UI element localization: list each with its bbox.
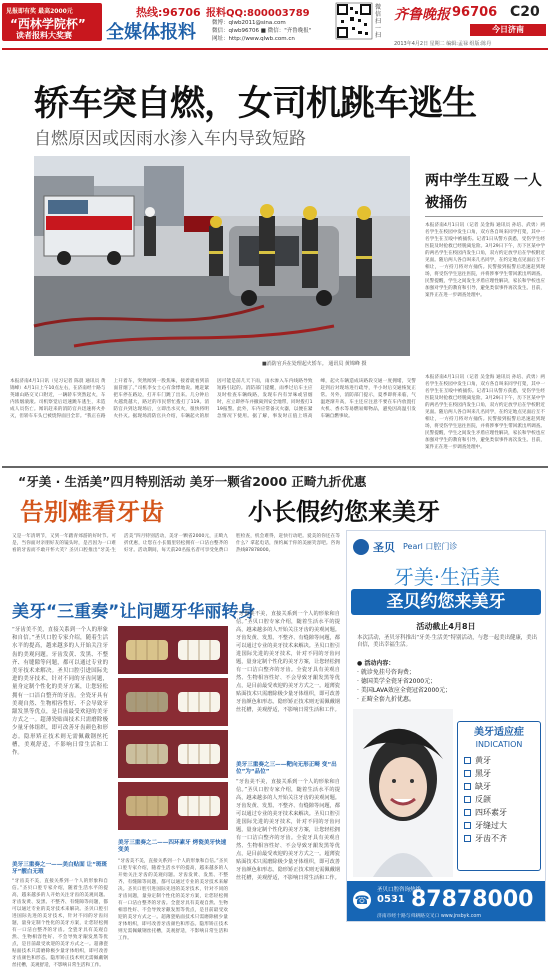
sidebar-title: 两中学生互殴 一人被捅伤 [425, 173, 542, 211]
panel-item-3: · 德国美学全瓷牙省2000元； [357, 678, 437, 685]
ad-intro: 又是一年清明节，又到一年踏青郊游的好时节。可是，当你面对亲朋好友的镜头时，是否因为一口难看的牙齿而不敢开怀大笑？圣贝口腔推出“牙美·生活美”四月特别活动，美牙一颗省2000元，正畸九折优惠，让您在小长假里轻松拥有一口洁白整齐的好牙。活动期间，每天前20名报名者可享受免费口腔检查，机会难得，赶快行动吧。爱美的你还在等什么？拿起电话，预约属于你的美丽笑容吧。咨询热线87878000。 [12, 534, 340, 553]
checkbox-icon [464, 783, 471, 790]
case-caption-2: 美牙三重奏之二——四环素牙 烤瓷美牙快速变美 [118, 840, 227, 853]
qr-code [336, 3, 372, 39]
panel-text: 本次活动，圣贝牙科推出“牙美·生活美”特别活动，与您一起美出健康，美出自信，美出幸福生活。 [357, 635, 537, 649]
clinic-address: 济南市经十路与舜耕路交叉口 www.jnsbyk.com [377, 914, 482, 919]
indication-label: 四环素牙 [475, 808, 507, 817]
hotline-label: 热线:96706 [136, 6, 201, 19]
panel-item-5: · 正畸全套九折优惠。 [357, 696, 415, 703]
indication-label: 牙缝过大 [475, 821, 507, 830]
phone-bar [347, 881, 545, 921]
promo-panel [346, 530, 546, 922]
page-number: C20 [510, 4, 540, 20]
fire-photo [34, 156, 410, 356]
ad-body-left: “牙齿美不美，直接关系到一个人的形象和自信。”圣贝口腔专家介绍，随着生活水平的提高，越来越多的人开始关注牙齿的美观问题。牙齿发黄、发黑、不整齐、有缝隙等问题，都可以通过专业的美牙技术来解决。圣贝口腔引进国际先进的美牙技术，针对不同的牙齿问题，量身定制个性化的美牙方案，让您轻松拥有一口洁白整齐的牙齿。全瓷牙具有美观自然、生物相容性好、不会导致牙龈发黑等优点，是目前最受欢迎的美牙方式之一。超薄瓷贴面技术只需磨除极少量牙体组织，即可改善牙齿颜色和形态。隐形矫正技术则无需佩戴钢丝托槽，美观舒适，不影响日常生活和工作。 [12, 627, 108, 757]
indication-item [464, 806, 534, 819]
indication-label: 黑牙 [475, 769, 491, 778]
indication-label: 牙齿不齐 [475, 834, 507, 843]
ad-body-mid-tail: “牙齿美不美，直接关系到一个人的形象和自信。”圣贝口腔专家介绍，随着生活水平的提高，越来越多的人开始关注牙齿的美观问题。牙齿发黄、发黑、不整齐、有缝隙等问题，都可以通过专业的美牙技术来解决。圣贝口腔引进国际先进的美牙技术，针对不同的牙齿问题，量身定制个性化的美牙方案，让您轻松拥有一口洁白整齐的牙齿。全瓷牙具有美观自然、生物相容性好、不会导致牙龈发黑等优点，是目前最受欢迎的美牙方式之一。超薄瓷贴面技术只需磨除极少量牙体组织，即可改善牙齿颜色和形态。隐形矫正技术则无需佩戴钢丝托槽，美观舒适，不影响日常生活和工作。 [118, 859, 228, 941]
ad-body-right-tail: “牙齿美不美，直接关系到一个人的形象和自信。”圣贝口腔专家介绍，随着生活水平的提高，越来越多的人开始关注牙齿的美观问题。牙齿发黄、发黑、不整齐、有缝隙等问题，都可以通过专业的美牙技术来解决。圣贝口腔引进国际先进的美牙技术，针对不同的牙齿问题，量身定制个性化的美牙方案，让您轻松拥有一口洁白整齐的牙齿。全瓷牙具有美观自然、生物相容性好、不会导致牙龈发黑等优点，是目前最受欢迎的美牙方式之一。超薄瓷贴面技术只需磨除极少量牙体组织，即可改善牙齿颜色和形态。隐形矫正技术则无需佩戴钢丝托槽，美观舒适，不影响日常生活和工作。 [236, 779, 340, 881]
article-subheadline: 自燃原因或因雨水渗入车内导致短路 [34, 129, 306, 149]
panel-items [357, 659, 541, 704]
checkbox-icon [464, 757, 471, 764]
indication-title: 美牙适应症 [474, 727, 524, 738]
indication-item [464, 780, 534, 793]
indication-box [457, 721, 541, 871]
section-bar [470, 24, 546, 36]
panel-deadline: 活动截止4月8日 [416, 622, 476, 631]
indication-item [464, 793, 534, 806]
ad-section-title: 美牙“三重奏”让问题牙华丽转身 [12, 602, 256, 622]
panel-banner-bg [351, 589, 541, 615]
indication-label: 反颌 [475, 795, 491, 804]
indication-item [464, 832, 534, 845]
panel-item-1: ● 活动内容： [357, 660, 395, 667]
web-line: 网址：http://www.qlwb.com.cn [212, 36, 295, 42]
case-caption-3: 美牙三重奏之三——靶向无形正畸 变“出位”为“品位” [236, 762, 337, 775]
teeth-photos [118, 626, 228, 832]
section-label: 今日济南 [492, 25, 524, 34]
brand-name: 圣贝 [373, 541, 395, 554]
phone-number: 87878000 [411, 887, 534, 912]
sidebar-rule [425, 216, 543, 217]
checkbox-icon [464, 809, 471, 816]
article-body-right: 本报济南4月1日讯（记者 吴金海 通讯员 孙培、武勇）两名学生在校园中发生口角，双方各自叫来同学打架，其中一名学生在互殴中被捅伤。记者1日从警方获悉，受伤学生经医院及时抢救已经脱离危险。3月29日下午，历下区某中学的两名学生在校园内发生口角，双方约定放学后在学校附近见面。随后两人各自叫来几名同学，在约定地点见面后互不相让，一方持刀将对方捅伤。民警接到报警后迅速赶到现场，将受伤学生送往医院，并将涉事学生带回派出所调查。民警提醒，学生之间发生矛盾应理性解决，家长和学校也应加强对学生的教育和引导，避免类似事件再次发生。目前，案件正在进一步调查处理中。 [425, 375, 545, 450]
panel-banner: 圣贝约您来美牙 [386, 592, 506, 612]
checkbox-icon [464, 770, 471, 777]
brand-sub: Pearl 口腔门诊 [403, 542, 458, 551]
qq-label: 报料QQ:800003789 [206, 8, 310, 19]
checkbox-icon [464, 796, 471, 803]
panel-item-2: · 就诊免挂号咨询费； [357, 669, 415, 676]
ad-kicker: “牙美 · 生活美”四月特别活动 美牙一颗省2000 正畸九折优惠 [18, 474, 367, 489]
qr-caption: 微信扫一扫 [375, 4, 382, 39]
sidebar-body: 本报济南4月1日讯（记者 吴金海 通讯员 孙培、武勇）两名学生在校园中发生口角，双方各自叫来同学打架，其中一名学生在互殴中被捅伤。记者1日从警方获悉，受伤学生经医院及时抢救已经脱离危险。3月29日下午，历下区某中学的两名学生在校园内发生口角，双方约定放学后在学校附近见面。随后两人各自叫来几名同学，在约定地点见面后互不相让，一方持刀将对方捅伤。民警接到报警后迅速赶到现场，将受伤学生送往医院，并将涉事学生带回派出所调查。民警提醒，学生之间发生矛盾应理性解决，家长和学校也应加强对学生的教育和引导，避免类似事件再次发生。目前，案件正在进一步调查处理中。 [425, 223, 545, 298]
school-sub: 读者报料大奖赛 [16, 31, 72, 40]
photo-caption: ■消防官兵在处理起火轿车。 通讯员 黄锦峰 摄 [262, 361, 367, 367]
phone-icon: ☎ [354, 893, 370, 907]
panel-title: 牙美·生活美 [393, 565, 501, 589]
case-caption-1: 美牙三重奏之一——美白贴面 让“斑斑牙”靓白无瑕 [12, 862, 108, 875]
checkbox-icon [464, 835, 471, 842]
phone-area: 0531 [377, 894, 405, 905]
ad-headline-right: 小长假约您来美牙 [248, 498, 440, 526]
indication-item [464, 754, 534, 767]
indication-label: 缺牙 [475, 782, 491, 791]
header-ad-school [2, 3, 102, 41]
article-headline: 轿车突自燃，女司机跳车逃生 [34, 84, 477, 124]
phone-label: 圣贝口腔咨询热线 [377, 887, 422, 893]
date-line: 2013年4月2日 星期二 编辑:孟禄 组版:陈丹 [394, 41, 492, 47]
section-divider [2, 466, 548, 468]
media-label: 全媒体报料 [106, 22, 196, 43]
indication-en: INDICATION [475, 740, 523, 749]
ad-body-left-tail: “牙齿美不美，直接关系到一个人的形象和自信。”圣贝口腔专家介绍，随着生活水平的提高，越来越多的人开始关注牙齿的美观问题。牙齿发黄、发黑、不整齐、有缝隙等问题，都可以通过专业的美牙技术来解决。圣贝口腔引进国际先进的美牙技术，针对不同的牙齿问题，量身定制个性化的美牙方案，让您轻松拥有一口洁白整齐的牙齿。全瓷牙具有美观自然、生物相容性好、不会导致牙龈发黑等优点，是目前最受欢迎的美牙方式之一。超薄瓷贴面技术只需磨除极少量牙体组织，即可改善牙齿颜色和形态。隐形矫正技术则无需佩戴钢丝托槽，美观舒适，不影响日常生活和工作。 [12, 879, 108, 968]
weibo-line: 微博：qlwb2011@sina.com [212, 20, 286, 26]
panel-item-4: · 美国LAVA效应全瓷冠省2000元； [357, 687, 452, 694]
checkbox-icon [464, 822, 471, 829]
indication-label: 黄牙 [475, 756, 491, 765]
header-rule [2, 48, 548, 50]
school-name: “西林学院杯” [10, 17, 86, 31]
smiling-woman-photo [353, 709, 453, 877]
ad-body-right: “牙齿美不美，直接关系到一个人的形象和自信。”圣贝口腔专家介绍，随着生活水平的提高，越来越多的人开始关注牙齿的美观问题。牙齿发黄、发黑、不整齐、有缝隙等问题，都可以通过专业的美牙技术来解决。圣贝口腔引进国际先进的美牙技术，针对不同的牙齿问题，量身定制个性化的美牙方案，让您轻松拥有一口洁白整齐的牙齿。全瓷牙具有美观自然、生物相容性好、不会导致牙龈发黑等优点，是目前最受欢迎的美牙方式之一。超薄瓷贴面技术只需磨除极少量牙体组织，即可改善牙齿颜色和形态。隐形矫正技术则无需佩戴钢丝托槽，美观舒适，不影响日常生活和工作。 [236, 611, 340, 713]
article-body: 本报济南4月1日讯（见习记者 陈晨 通讯员 黄锦峰）4月1日上午10点左右，在济南经十路与英雄山路交叉口附近，一辆轿车突然起火，车内浓烟滚滚。司机察觉后迅速跳车逃生，未造成人员伤亡。闻讯赶来的消防官兵迅速将火扑灭，但轿车车头已被烧得面目全非。“我正在路上开着车，突然闻到一股焦味，接着就看到前面冒烟了。”司机李女士心有余悸地说。她赶紧把车停在路边，打开车门跳了出来。几分钟后火越烧越大，路过的市民帮忙拨打了119。消防官兵到达现场后，立即出水灭火，很快将明火扑灭。据现场消防官兵介绍，车辆起火的原因可能是前几天下雨，雨水渗入车内线路导致短路引起的。消防部门提醒，雨季过后车主应及时检查车辆线路，发现车内有异味或冒烟时，应立即停车并撤离到安全地带，同时拨打119报警。此外，车内应常备灭火器，以便在紧急情况下使用。据了解，事发时正值上班高峰，起火车辆造成该路段交通一度拥堵，交警赶到后对现场进行疏导，半小时后交通恢复正常。另外，消防部门提示，夏季即将来临，气温逐渐升高，车主还应注意不要在车内放置打火机、香水等易燃易爆物品，避免因高温引发车辆自燃事故。 [10, 379, 416, 419]
indication-list [458, 750, 540, 849]
ad-headline-left: 告别难看牙齿 [20, 498, 164, 526]
indication-item [464, 767, 534, 780]
indication-item [464, 819, 534, 832]
ad-small-text: 见报即有奖 最高2000元 [6, 8, 73, 15]
brand-logo-mark [353, 539, 369, 555]
weixin-line: 微信：qlwb96706 ■ 微信："齐鲁晚报" [212, 28, 312, 34]
newspaper-logo: 齐鲁晚报 [394, 7, 450, 23]
logo-number: 96706 [452, 5, 498, 20]
